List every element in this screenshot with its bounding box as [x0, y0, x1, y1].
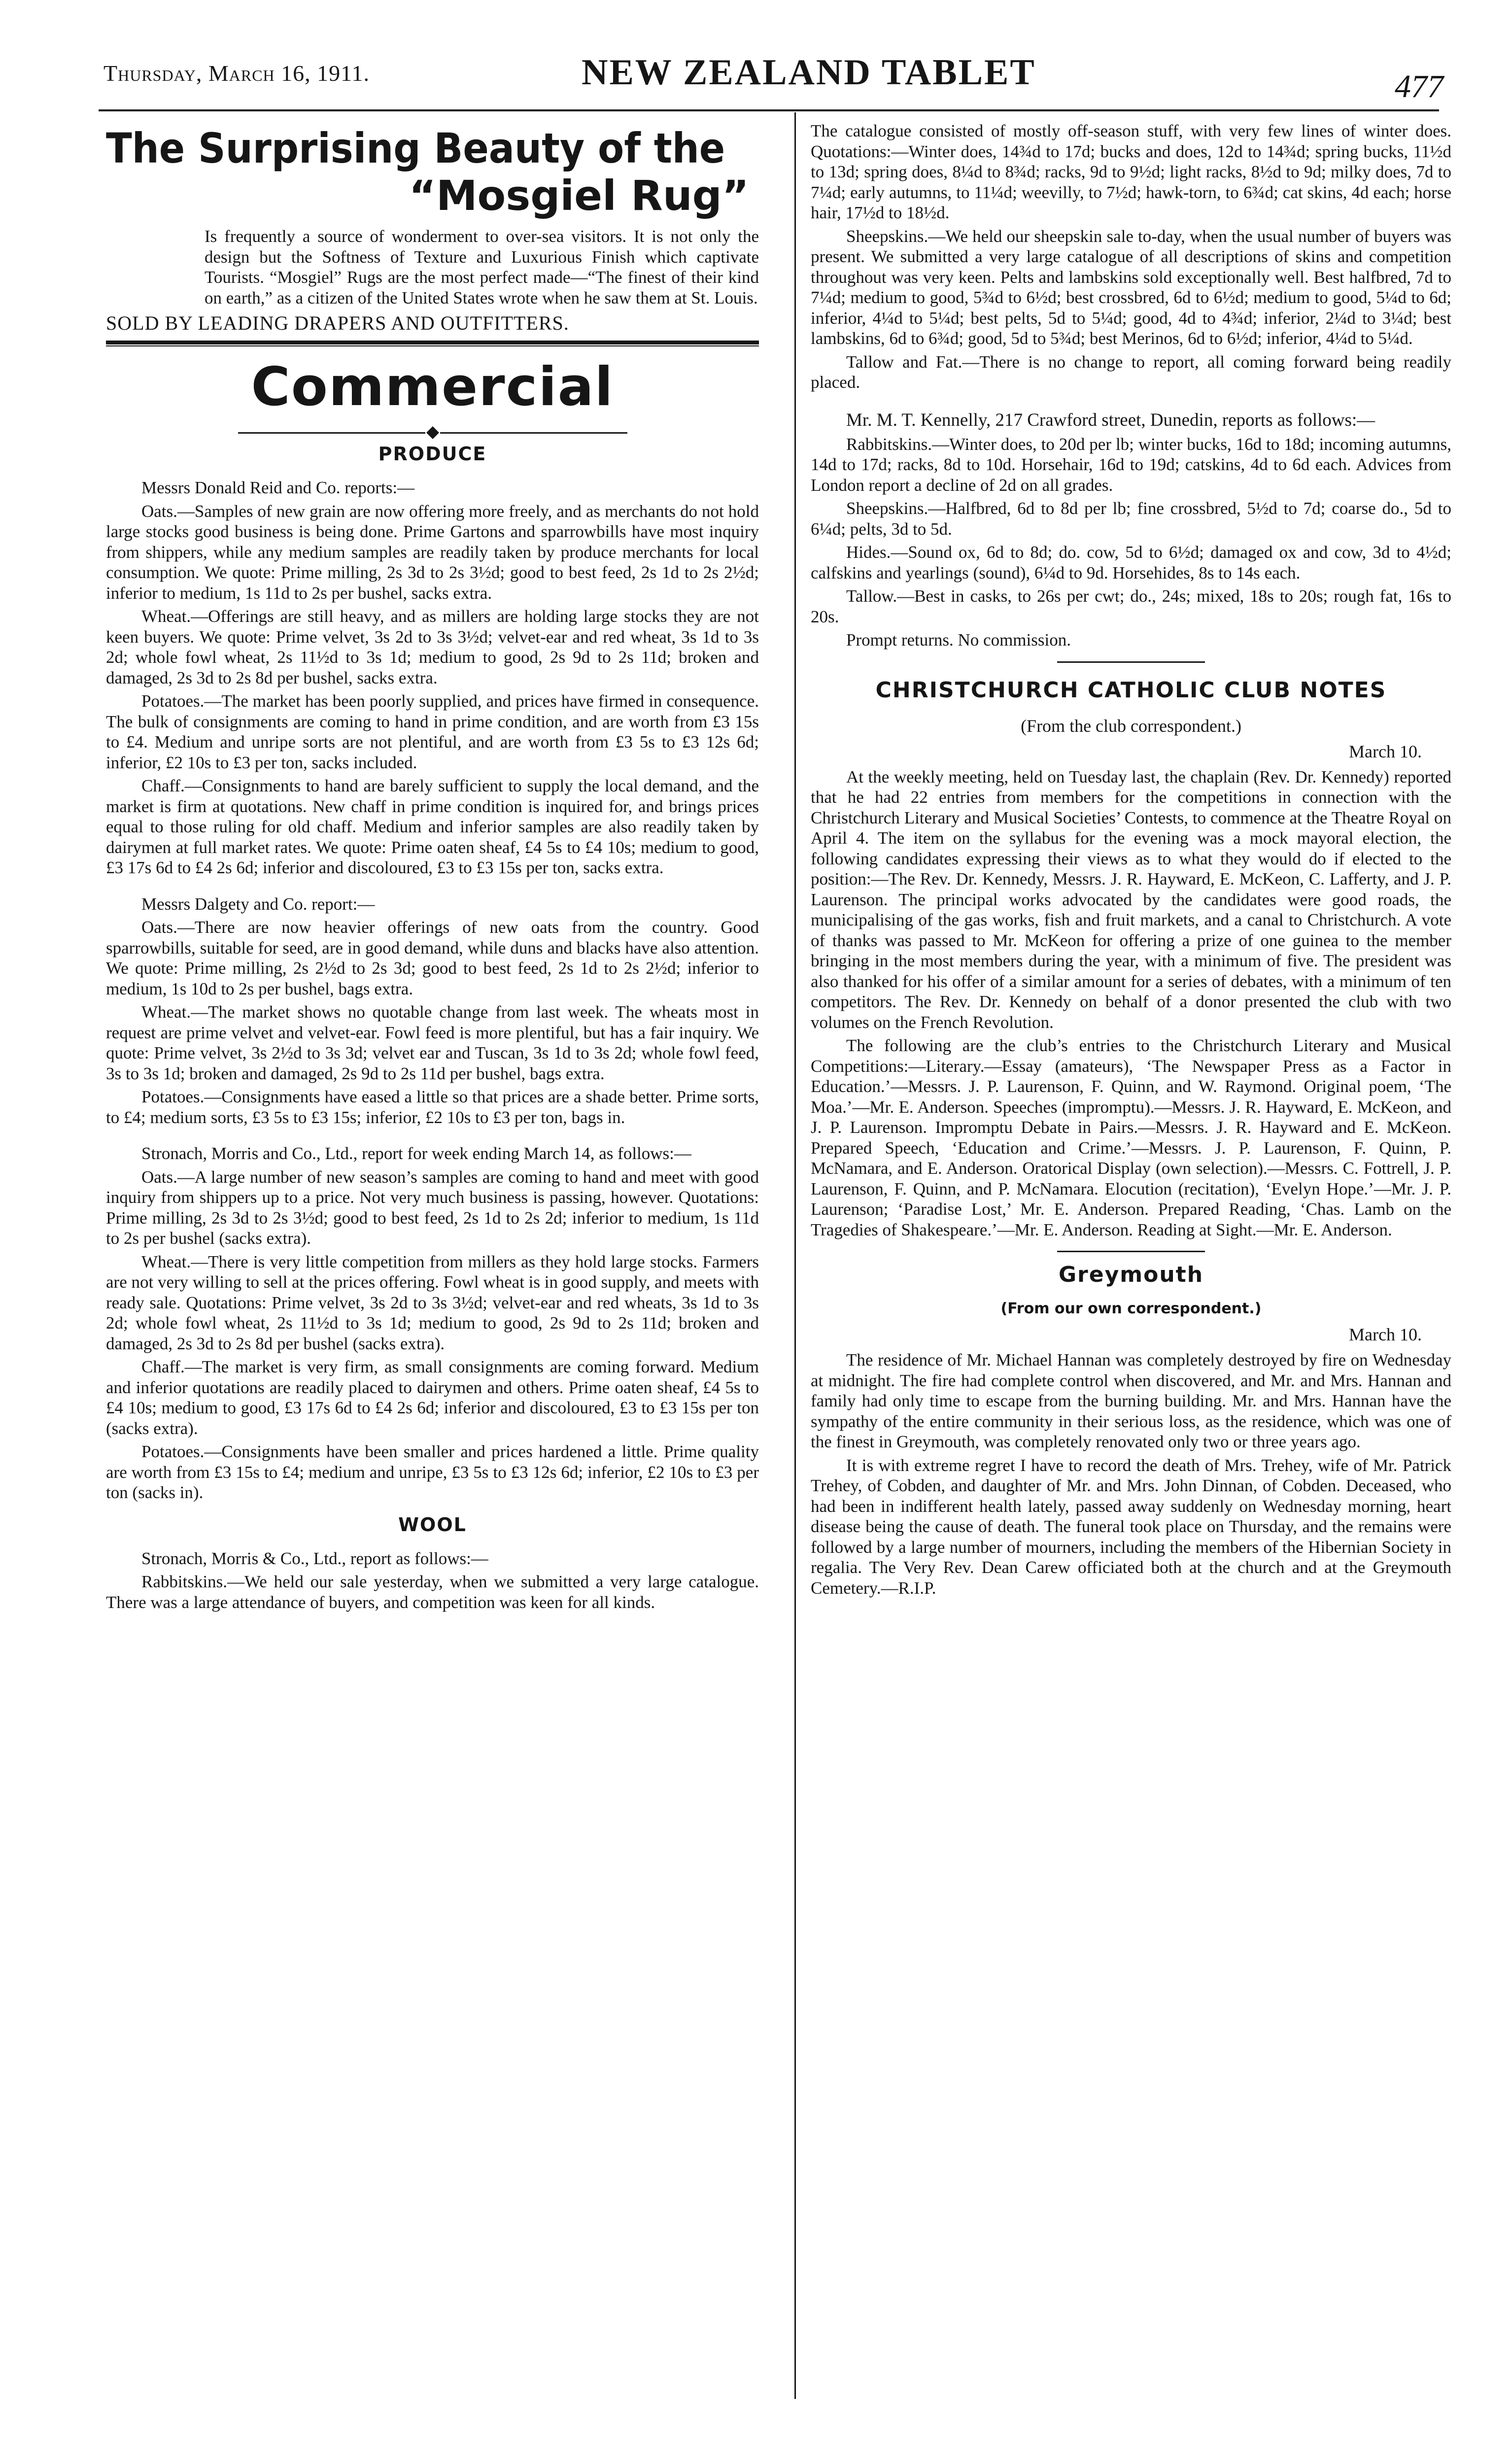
paragraph: Sheepskins.—Halfbred, 6d to 8d per lb; fine crossbred, 5½d to 7d; coarse do., 5d to 6¼d; pelts, 3d to 5d.: [811, 499, 1451, 539]
paragraph: Prompt returns. No commission.: [846, 630, 1071, 650]
short-divider: [1057, 1251, 1205, 1252]
greymouth-heading: Greymouth: [1058, 1262, 1204, 1287]
paragraph: Chaff.—Consignments to hand are barely sufficient to supply the local demand, and the market is firm at quotations. New chaff in prime condition is inquired for, and brings prices equal to those ruling for old chaff. Medium and inferior samples are also readily taken by dairymen at full market rates. We quote: Prime oaten sheaf, £4 5s to £4 10s; medium to good, £3 17s 6d to £4 2s 6d; inferior and discoloured, £3 to £3 15s per ton, sacks extra.: [106, 776, 759, 878]
paragraph: Sheepskins.—We held our sheepskin sale to-day, when the usual number of buyers was present. We submitted a very large catalogue of all descriptions of skins and competition throughout was very keen. Pelts and lambskins sold exceptionally well. Best halfbred, 7d to 7¼d; medium to good, 5¾d to 6½d; best crossbred, 6d to 6½d; medium to good, 5¼d to 6d; inferior, 4¼d to 5¼d; best pelts, 5d to 5¼d; good, 4d to 4¾d; inferior, 2¼d to 3¼d; best lambskins, 6d to 6¾d; good, 5d to 5¾d; best Merinos, 6d to 6½d; inferior, 4¼d to 5¼d.: [811, 226, 1451, 348]
paragraph: Potatoes.—Consignments have been smaller and prices hardened a little. Prime quality are worth from £3 15s to £4; medium and unripe, £3 5s to £3 12s 6d; inferior, £2 10s to £3 per ton (sacks in).: [106, 1442, 759, 1503]
kennelly-report: [811, 434, 1451, 650]
paragraph: At the weekly meeting, held on Tuesday last, the chaplain (Rev. Dr. Kennedy) reported that he had 22 entries from members for the competitions in connection with the Christchurch Literary and Musical Societies’ Contests, to commence at the Theatre Royal on April 4. The item on the syllabus for the evening was a mock mayoral election, the following candidates expressing their views as to what they would do if elected to the position:—The Rev. Dr. Kennedy, Messrs. J. R. Hayward, E. McKeon, C. Lafferty, and J. P. Laurenson. The principal works advocated by the candidates were good roads, the municipalising of the gas works, fish and fruit markets, and a canal to Christchurch. A vote of thanks was passed to Mr. McKeon for offering a prize of one guinea to the member bringing in the most members during the year, with a minimum of five. The president was also thanked for his offer of a similar amount for a series of debates, with a minimum of ten competitors. The Rev. Dr. Kennedy on behalf of a donor presented the club with two volumes on the French Revolution.: [811, 767, 1451, 1032]
paragraph: Oats.—A large number of new season’s samples are coming to hand and meet with good inquiry from shippers up to a price. Not very much business is passing, however. Quotations: Prime milling, 2s 3d to 2s 3½d; good to best feed, 2s 1d to 2s 2d; inferior to medium, 1s 11d to 2s per bushel (sacks extra).: [106, 1167, 759, 1248]
paragraph: Oats.—Samples of new grain are now offering more freely, and as merchants do not hold large stocks good business is being done. Prime Gartons and sparrowbills have most inquiry from shippers, while any medium samples are readily taken by produce merchants for local consumption. We quote: Prime milling, 2s 3d to 2s 3½d; good to best feed, 2s 1d to 2s 2½d; inferior to medium, 1s 11d to 2s per bushel, sacks extra.: [106, 501, 759, 603]
mosgiel-advert: [106, 125, 759, 336]
greymouth-date: March 10.: [1349, 1325, 1422, 1344]
paragraph: Tallow.—Best in casks, to 26s per cwt; do., 24s; mixed, 18s to 20s; rough fat, 16s to 20s.: [811, 586, 1451, 626]
paragraph: Potatoes.—The market has been poorly supplied, and prices have firmed in consequence. The bulk of consignments are coming to hand in prime condition, and are worth from £3 15s to £4. Medium and unripe sorts are not plentiful, and are worth from £3 5s to £3 12s 6d; inferior, £2 10s to £3 per ton, sacks included.: [106, 691, 759, 772]
paragraph: Stronach, Morris and Co., Ltd., report for week ending March 14, as follows:—: [141, 1144, 691, 1164]
advert-title-line1: The Surprising Beauty of the: [106, 124, 725, 172]
report-stronach: [106, 1143, 759, 1503]
advert-title-line2: “Mosgiel Rug”: [409, 171, 749, 220]
paragraph: Rabbitskins.—Winter does, to 20d per lb; winter bucks, 16d to 18d; incoming autumns, 14d to 17d; racks, 8d to 10d. Horsehair, 16d to 19d; catskins, 4d to 6d each. Advices from London report a decline of 2d on all grades.: [811, 434, 1451, 495]
issue-date: Thursday, March 16, 1911.: [103, 61, 370, 86]
wool-report-left: [106, 1548, 759, 1613]
report-donald-reid: [106, 478, 759, 878]
advert-sold-by: SOLD BY LEADING DRAPERS AND OUTFITTERS.: [106, 312, 569, 334]
section-rule-thick: [106, 341, 759, 344]
paragraph: Oats.—There are now heavier offerings of new oats from the country. Good sparrowbills, suitable for seed, are in good demand, while duns and blacks have also attention. We quote: Prime milling, 2s 2½d to 2s 3d; good to best feed, 2s 1d to 2s 2½d; inferior to medium, 1s 10d to 2s per bushel, bags extra.: [106, 918, 759, 998]
short-divider: [1057, 661, 1205, 663]
club-notes-body: [811, 767, 1451, 1240]
paragraph: Hides.—Sound ox, 6d to 8d; do. cow, 5d to 6½d; damaged ox and cow, 3d to 4½d; calfskins and yearlings (sound), 6¼d to 9d. Horsehides, 8s to 14s each.: [811, 543, 1451, 582]
paragraph: Potatoes.—Consignments have eased a little so that prices are a shade better. Prime sorts, to £4; medium sorts, £3 5s to £3 15s; inferior, £2 10s to £3 per ton, bags in.: [106, 1087, 759, 1127]
paragraph: Wheat.—There is very little competition from millers as they hold large stocks. Farmers are not very willing to sell at the prices offering. Fowl wheat is in good supply, and meets with ready sale. Quotations: Prime velvet, 3s 2d to 3s 3½d; velvet-ear and red wheats, 3s 1d to 3s 2d; whole fowl wheat, 2s 11½d to 3s 1d; medium to good, 2s 9d to 2s 11d; broken and damaged, 2s 3d to 2s 8d per bushel (sacks extra).: [106, 1252, 759, 1353]
paragraph: Wheat.—Offerings are still heavy, and as millers are holding large stocks they are not keen buyers. We quote: Prime velvet, 3s 2d to 3s 3½d; velvet-ear and red wheat, 3s 1d to 3s 2d; whole fowl wheat, 2s 11½d to 3s 1d; medium to good, 2s 9d to 2s 11d; broken and damaged, 2s 3d to 2s 8d per bushel, sacks extra.: [106, 607, 759, 687]
paragraph: Tallow and Fat.—There is no change to report, all coming forward being readily placed.: [811, 352, 1451, 392]
paragraph: The residence of Mr. Michael Hannan was completely destroyed by fire on Wednesday at midnight. The fire had complete control when discovered, and Mr. and Mrs. Hannan and family had only time to escape from the burning building. Mr. and Mrs. Hannan have the sympathy of the entire community in their serious loss, as the residence, which was one of the finest in Greymouth, was completely renovated only two or three years ago.: [811, 1350, 1451, 1451]
section-rule-thin: [106, 345, 759, 346]
diamond-ornament-icon: [425, 425, 440, 440]
paragraph: Messrs Dalgety and Co. report:—: [141, 894, 375, 914]
greymouth-correspondent: (From our own correspondent.): [1000, 1300, 1262, 1317]
paragraph: Messrs Donald Reid and Co. reports:—: [141, 478, 415, 498]
report-dalgety: [106, 894, 759, 1128]
paragraph: The following are the club’s entries to the Christchurch Literary and Musical Competitions:—Literary.—Essay (amateurs), ‘The Newspaper Press as a Factor in Education.’—Messrs. J. P. Laurenson, F. Quinn, and W. Raymond. Original poem, ‘The Moa.’—Mr. E. Anderson. Speeches (impromptu).—Messrs. J. R. Hayward, E. McKeon, and J. P. Laurenson. Impromptu Debate in Pairs.—Messrs. J. R. Hayward and E. McKeon. Prepared Speech, ‘Education and Crime.’—Messrs. J. P. Laurenson, F. Quinn, P. McNamara, and E. Anderson. Oratorical Display (own selection).—Messrs. C. Fottrell, J. P. Laurenson, F. Quinn, and P. McNamara. Elocution (recitation), ‘Evelyn Hope.’—Mr. J. P. Laurenson; ‘Paradise Lost,’ Mr. E. Anderson. Prepared Reading, ‘Chas. Lamb on the Tragedies of Shakespeare.’—Mr. E. Anderson. Reading at Sight.—Mr. E. Anderson.: [811, 1036, 1451, 1239]
produce-heading: PRODUCE: [378, 443, 487, 465]
paragraph: Wheat.—The market shows no quotable change from last week. The wheats most in request are prime velvet and velvet-ear. Fowl feed is more plentiful, but has a fair inquiry. We quote: Prime velvet, 3s 2½d to 3s 3d; velvet ear and Tuscan, 3s 1d to 3s 2d; whole fowl feed, 3s to 3s 1d; broken and damaged, 2s 9d to 2s 11d per bushel, bags extra.: [106, 1002, 759, 1083]
greymouth-body: [811, 1350, 1451, 1598]
paragraph: Chaff.—The market is very firm, as small consignments are coming forward. Medium and inferior quotations are readily placed to dairymen and others. Prime oaten sheaf, £4 5s to £4 10s; medium to good, £3 17s 6d to £4 2s 6d; inferior and discoloured, £3 to £3 15s per ton (sacks extra).: [106, 1357, 759, 1438]
masthead-title: NEW ZEALAND TABLET: [582, 52, 1036, 93]
ornament-divider: [106, 424, 759, 440]
club-notes-date: March 10.: [1349, 741, 1422, 761]
club-correspondent: (From the club correspondent.): [1021, 716, 1241, 736]
page-number: 477: [1395, 68, 1443, 104]
club-notes-heading: CHRISTCHURCH CATHOLIC CLUB NOTES: [875, 677, 1387, 703]
right-column: [811, 121, 1451, 2407]
advert-body: Is frequently a source of wonderment to over-sea visitors. It is not only the design but the Softness of Texture and Luxurious Finish which captivate Tourists. “Mosgiel” Rugs are the most perfect made—“The finest of their kind on earth,” as a citizen of the United States wrote when he saw them at St. Louis.: [205, 227, 759, 308]
paragraph: Rabbitskins.—We held our sale yesterday, when we submitted a very large catalogue. There was a large attendance of buyers, and competition was keen for all kinds.: [106, 1572, 759, 1612]
wool-report-continued: [811, 121, 1451, 393]
wool-heading: WOOL: [398, 1513, 467, 1536]
commercial-heading: Commercial: [251, 356, 614, 418]
header-rule: [99, 109, 1439, 111]
column-divider: [794, 112, 796, 2399]
paragraph: The catalogue consisted of mostly off-season stuff, with very few lines of winter does. Quotations:—Winter does, 14¾d to 17d; bucks and does, 12d to 14¾d; spring bucks, 11½d to 13d; spring does, 8¼d to 8¾d; racks, 9d to 9½d; light racks, 8½d to 9d; milky does, 7d to 7¼d; early autumns, to 11¼d; weevilly, to 7½d; hawk-torn, to 6¾d; cat skins, 4d each; horse hair, 17½d to 18½d.: [811, 121, 1451, 222]
kennelly-intro: Mr. M. T. Kennelly, 217 Crawford street, Dunedin, reports as follows:—: [846, 410, 1375, 430]
paragraph: It is with extreme regret I have to record the death of Mrs. Trehey, wife of Mr. Patrick Trehey, of Cobden, and daughter of Mr. and Mrs. John Dinnan, of Cobden. Deceased, who had been in indifferent health lately, passed away suddenly on Wednesday morning, heart disease being the cause of death. The funeral took place on Thursday, and the remains were followed by a large number of mourners, including the members of the Hibernian Society in regalia. The Very Rev. Dean Carew officiated both at the church and at the Greymouth Cemetery.—R.I.P.: [811, 1455, 1451, 1598]
left-column: [106, 121, 759, 2407]
paragraph: Stronach, Morris & Co., Ltd., report as follows:—: [141, 1548, 488, 1568]
